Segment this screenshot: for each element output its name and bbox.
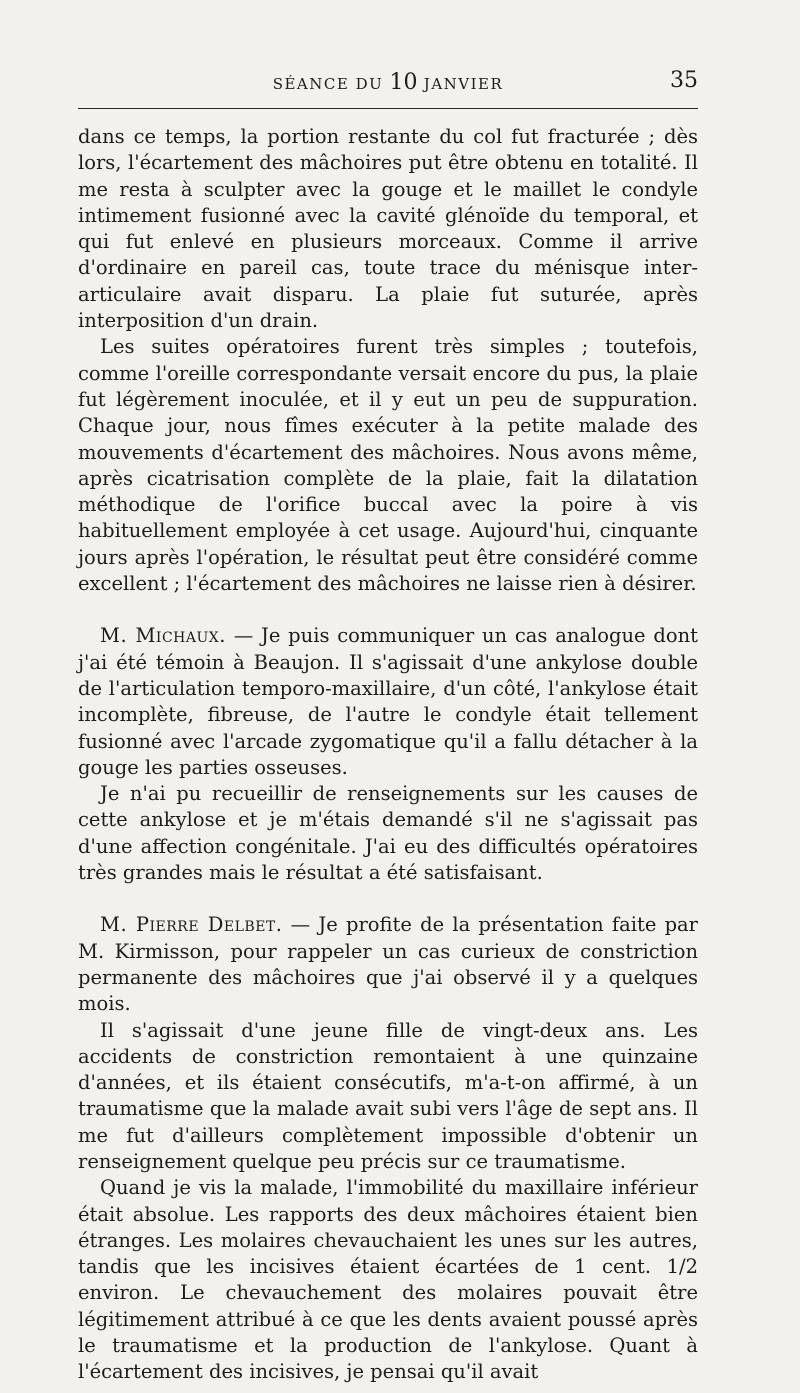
header-title — [78, 70, 698, 95]
header-title-pre: SÉANCE DU — [272, 75, 390, 93]
running-header — [78, 62, 698, 102]
speaker-name: M. Pierre Delbet. — [100, 913, 283, 937]
paragraph: dans ce temps, la portion restante du col fut fracturée ; dès lors, l'écartement des mâchoires put être obtenu en totalité. Il me resta à sculpter avec la gouge et le maillet le condyle intimement fusionné avec la cavité glénoïde du temporal, et qui fut enlevé en plusieurs morceaux. Comme il arrive d'ordinaire en pareil cas, toute trace du ménisque inter-articulaire avait disparu. La plaie fut suturée, après interposition d'un drain. — [78, 125, 698, 333]
paragraph: Il s'agissait d'une jeune fille de vingt-deux ans. Les accidents de constriction remontaient à une quinzaine d'années, et ils étaient consécutifs, m'a-t-on affirmé, à un traumatisme que la malade avait subi vers l'âge de sept ans. Il me fut d'ailleurs complètement impossible d'obtenir un renseignement quelque peu précis sur ce traumatisme. — [78, 1018, 698, 1173]
paragraph-michaux — [78, 623, 698, 781]
header-rule — [78, 108, 698, 109]
paragraph: Je n'ai pu recueillir de renseignements sur les causes de cette ankylose et je m'étais demandé s'il ne s'agissait pas d'une affection congénitale. J'ai eu des difficultés opératoires très grandes mais le résultat a été satisfaisant. — [78, 782, 698, 885]
paragraph-delbet — [78, 912, 698, 1017]
paragraph-text: — Je puis communiquer un cas analogue dont j'ai été témoin à Beaujon. Il s'agissait d'une ankylose double de l'articulation temporo-maxillaire, d'un côté, l'ankylose était incomplète, fibreuse, de l'autre le condyle était tellement fusionné avec l'arcade zygomatique qu'il a fallu détacher à la gouge les parties osseuses. — [78, 624, 698, 779]
paragraph: Les suites opératoires furent très simples ; toutefois, comme l'oreille correspondante versait encore du pus, la plaie fut légèrement inoculée, et il y eut un peu de suppuration. Chaque jour, nous fîmes exécuter à la petite malade des mouvements d'écartement des mâchoires. Nous avons même, après cicatrisation complète de la plaie, fait la dilatation méthodique de l'orifice buccal avec la poire à vis habituellement employée à cet usage. Aujourd'hui, cinquante jours après l'opération, le résultat peut être considéré comme excellent ; l'écartement des mâchoires ne laisse rien à désirer. — [78, 335, 698, 596]
paragraph-text: — Je profite de la présentation faite par M. Kirmisson, pour rappeler un cas curieux de constriction permanente des mâchoires que j'ai observé il y a quelques mois. — [78, 913, 698, 1016]
paragraph: Quand je vis la malade, l'immobilité du maxillaire inférieur était absolue. Les rapports des deux mâchoires étaient bien étranges. Les molaires chevauchaient les unes sur les autres, tandis que les incisives étaient écartées de 1 cent. 1/2 environ. Le chevauchement des molaires pouvait être légitimement attribué à ce que les dents avaient poussé après le traumatisme et la production de l'ankylose. Quant à l'écartement des incisives, je pensai qu'il avait — [78, 1176, 698, 1384]
speaker-name: M. Michaux. — [100, 624, 226, 648]
header-title-post: JANVIER — [417, 75, 504, 93]
header-title-date: 10 — [389, 70, 418, 95]
page-body — [78, 124, 698, 1386]
page-number: 35 — [670, 68, 698, 93]
